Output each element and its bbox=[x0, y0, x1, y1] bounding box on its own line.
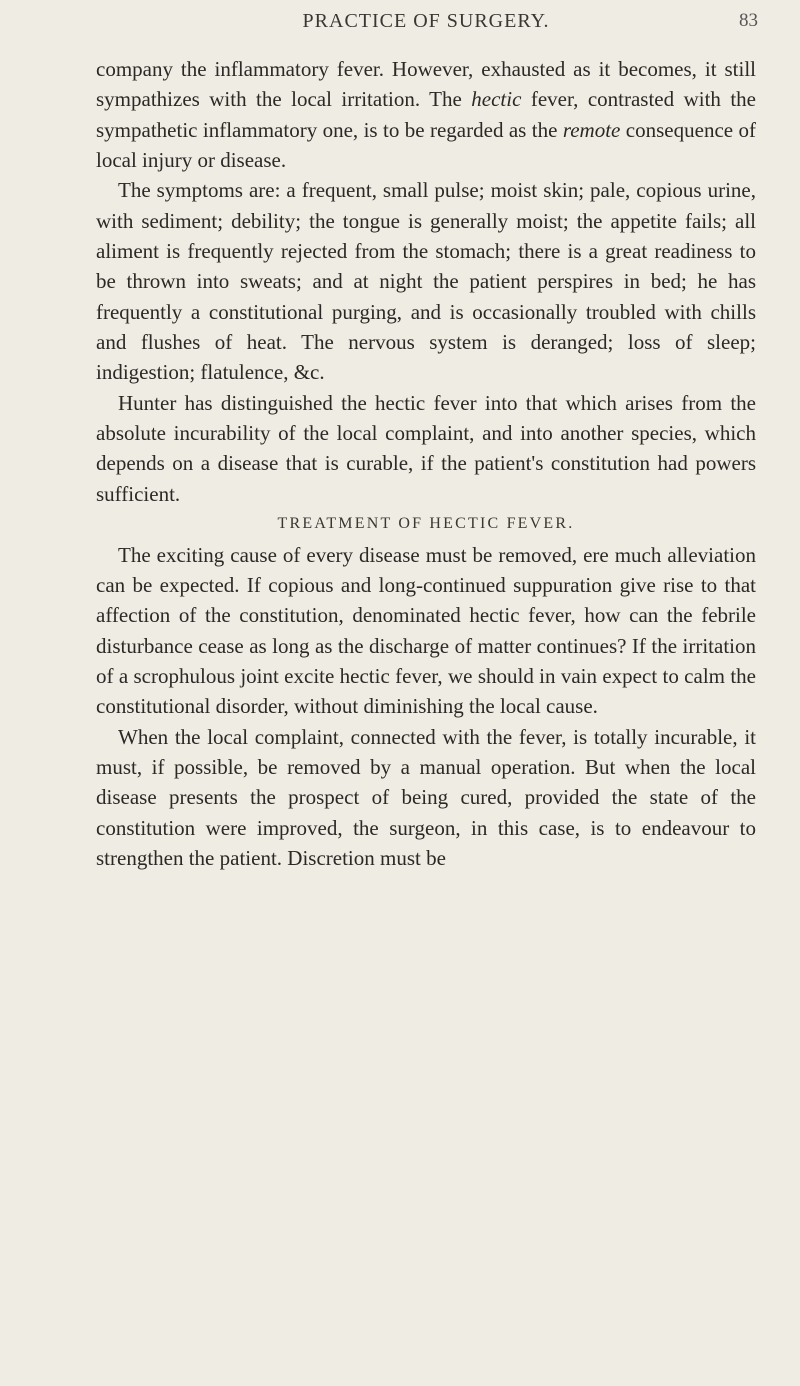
text-run: fever, contrasted with the sympathetic inflammatory one, is to be regarded as the bbox=[96, 87, 756, 142]
section-heading: TREATMENT OF HECTIC FEVER. bbox=[277, 515, 575, 533]
paragraph-symptoms: The symptoms are: a frequent, small pulse; moist skin; pale, copious urine, with sediment; debility; the tongue is generally moist; the appetite fails; all aliment is frequently rejected from the stomach; there is a great readiness to be thrown into sweats; and at night the patient perspires in bed; he has frequently a constitutional purging, and is occasionally troubled with chills and flushes of heat. The nervous system is deranged; loss of sleep; indigestion; flatulence, &c. bbox=[96, 178, 756, 385]
text-run: company the inflammatory fever. However, exhausted as it becomes, it still sympathizes with the local irritation. The bbox=[96, 57, 756, 112]
running-title: PRACTICE OF SURGERY. bbox=[302, 10, 550, 32]
page-number: 83 bbox=[739, 10, 758, 31]
italic-term-remote: remote bbox=[562, 117, 621, 142]
running-head bbox=[94, 6, 758, 46]
text-run: consequence of local injury or disease. bbox=[96, 117, 756, 173]
paragraph-local-complaint: When the local complaint, connected with the fever, is totally incurable, it must, if possible, be removed by a manual operation. But when the local disease presents the prospect of being cured, provided the state of the constitution were improved, the surgeon, in this case, is to endeavour to strengthen the patient. Discretion must be bbox=[96, 724, 756, 870]
body-text bbox=[96, 54, 756, 873]
paragraph-hunter: Hunter has distinguished the hectic fever into that which arises from the absolute incurability of the local complaint, and into another species, which depends on a disease that is curable, if the patient's constitution had powers sufficient. bbox=[96, 390, 756, 506]
paragraph-hectic-fever-intro bbox=[96, 54, 756, 175]
italic-term-hectic: hectic bbox=[471, 87, 522, 112]
paragraph-exciting-cause: The exciting cause of every disease must be removed, ere much alleviation can be expected. If copious and long-continued suppuration give rise to that affection of the constitution, denominated hectic fever, how can the febrile disturbance cease as long as the discharge of matter continues? If the irritation of a scrophulous joint excite hectic fever, we should in vain expect to calm the constitutional disorder, without diminishing the local cause. bbox=[96, 542, 756, 719]
